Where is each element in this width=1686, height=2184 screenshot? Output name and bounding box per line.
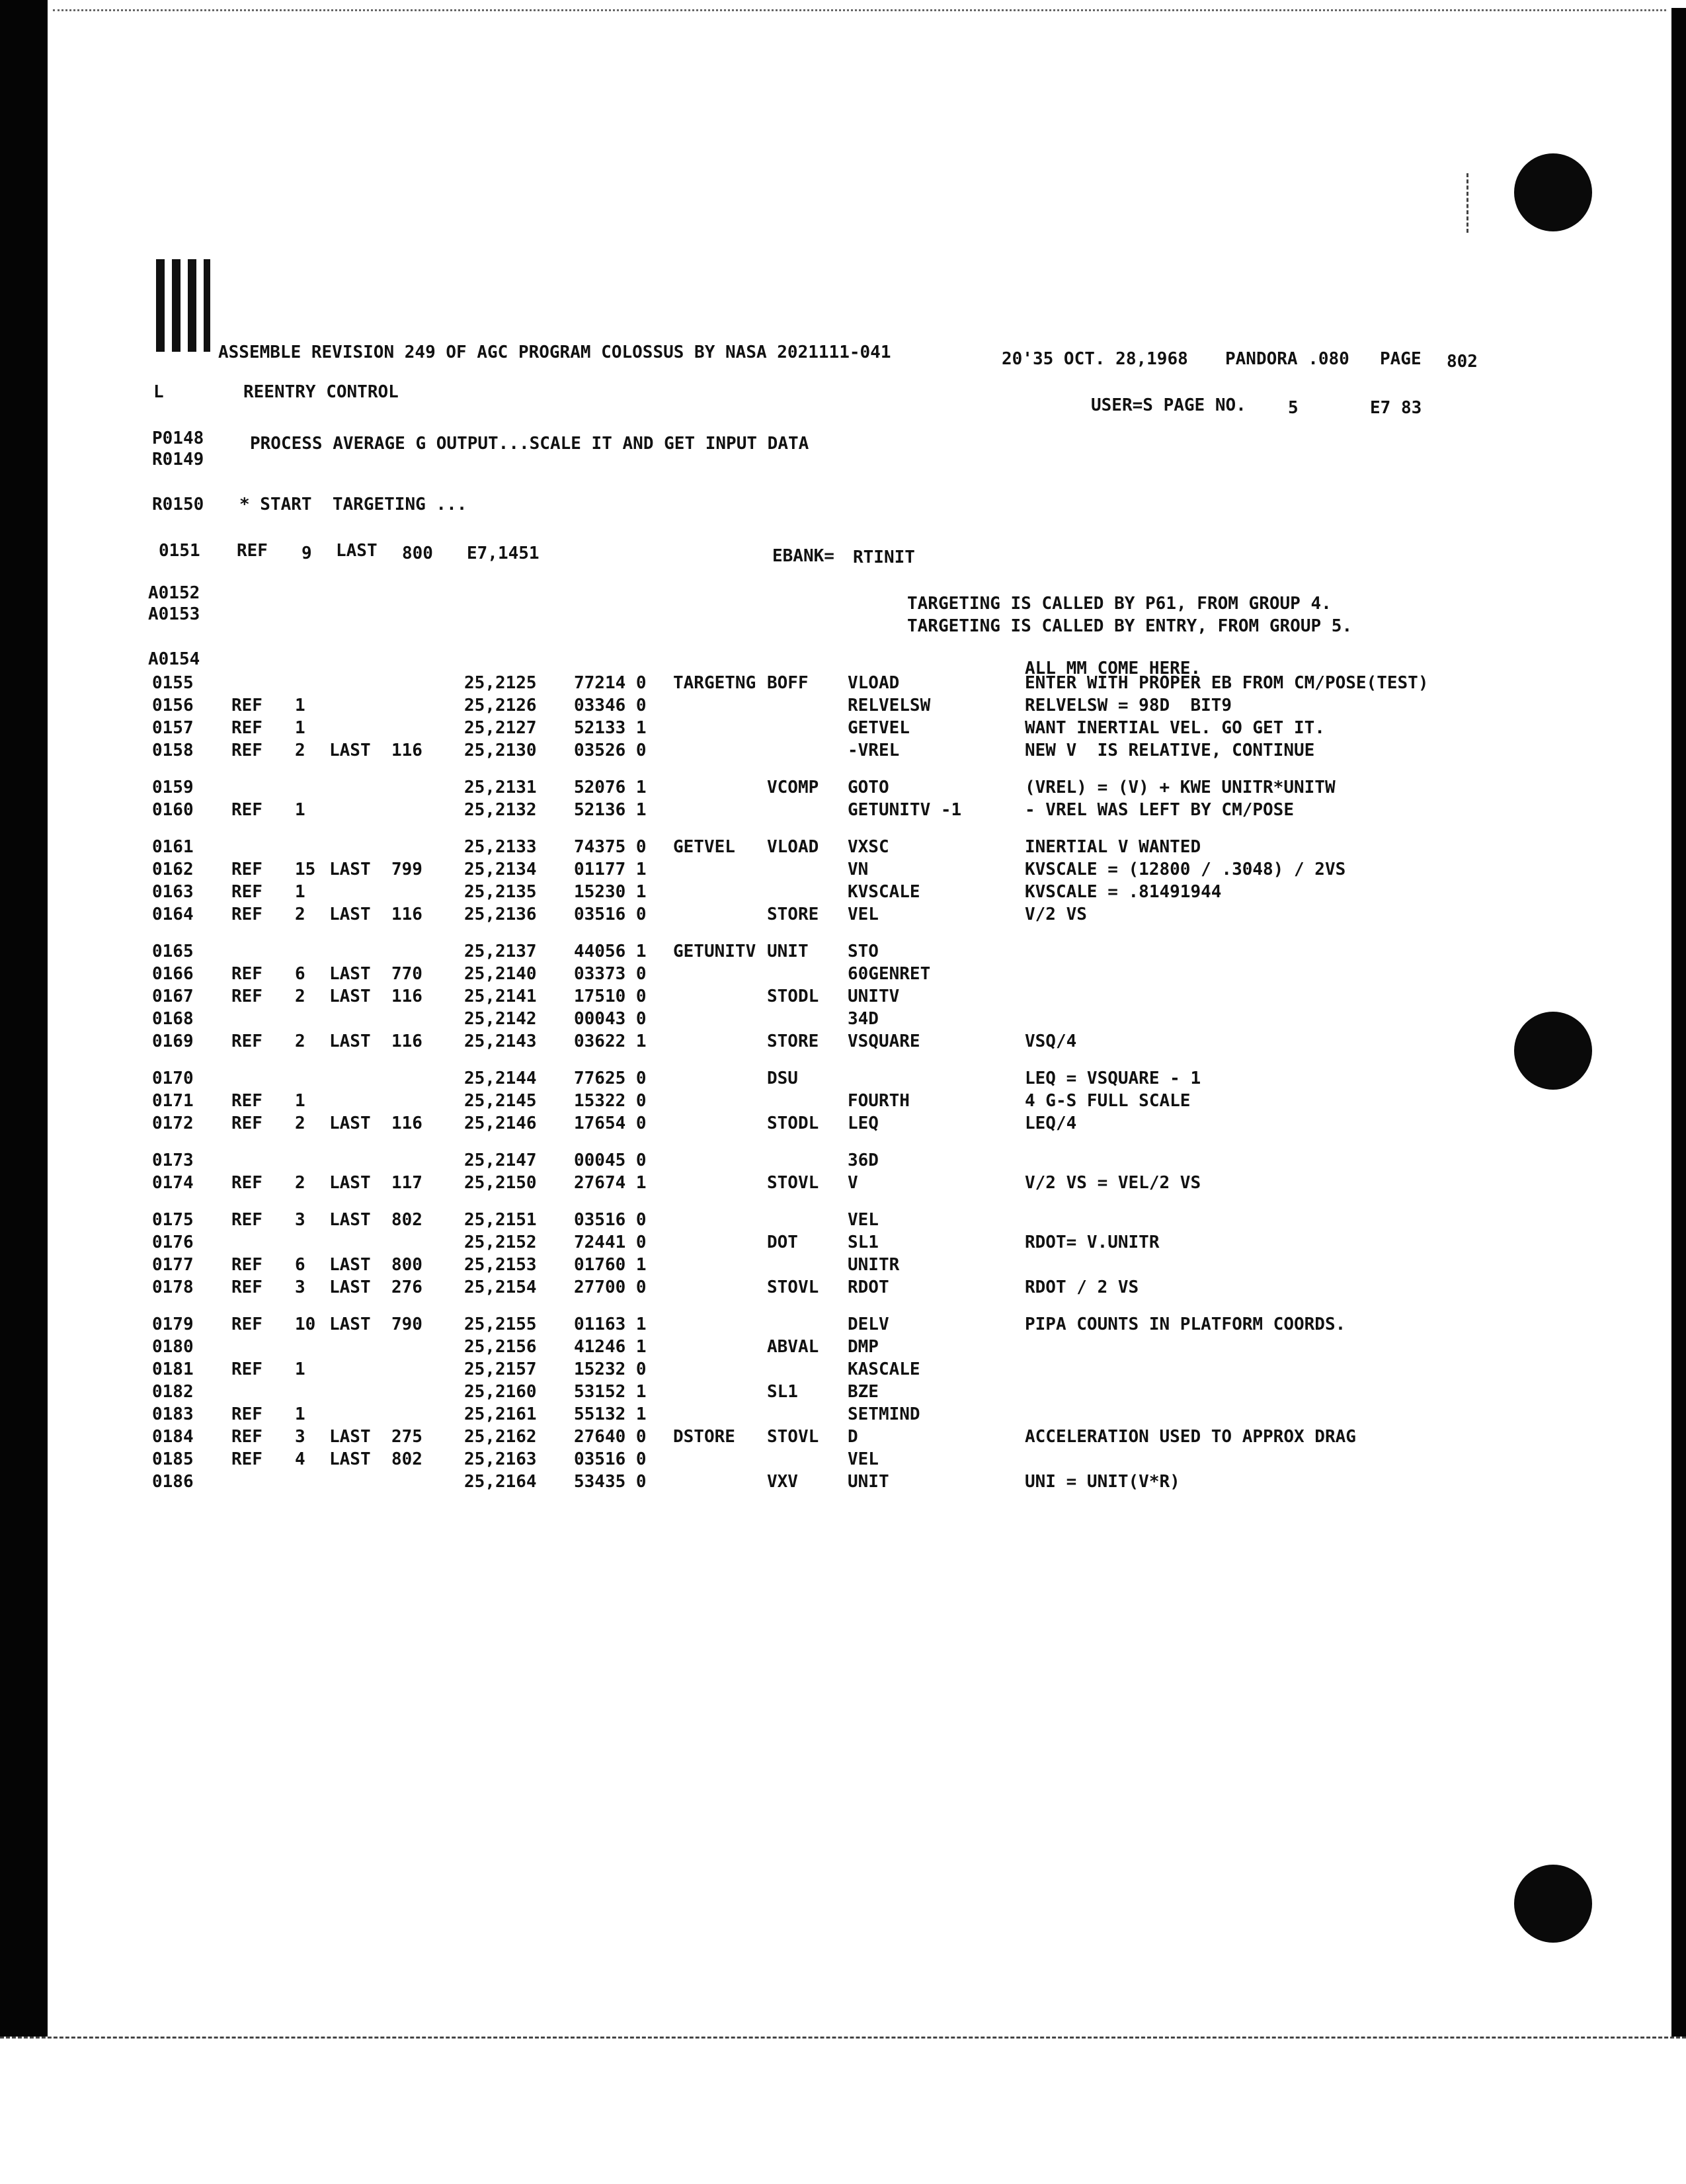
line-number: 0161 <box>152 837 194 857</box>
octal-code: 03526 0 <box>574 741 647 760</box>
last-marker: LAST <box>336 541 378 561</box>
last-marker: LAST <box>329 741 371 760</box>
line-comment: UNI = UNIT(V*R) <box>1025 1472 1180 1492</box>
line-number: 0168 <box>152 1009 194 1029</box>
octal-code: 03516 0 <box>574 1449 647 1469</box>
address: 25,2155 <box>464 1314 537 1334</box>
line-comment: RELVELSW = 98D BIT9 <box>1025 696 1232 715</box>
last-marker: LAST <box>329 905 371 924</box>
line-number: 0180 <box>152 1337 194 1357</box>
operand: LEQ <box>848 1113 879 1133</box>
line-number: 0171 <box>152 1091 194 1111</box>
last-marker: LAST <box>329 860 371 879</box>
operand: FOURTH <box>848 1091 910 1111</box>
line-number: 0163 <box>152 882 194 902</box>
opcode: STODL <box>767 1113 819 1133</box>
address: 25,2142 <box>464 1009 537 1029</box>
address: 25,2157 <box>464 1359 537 1379</box>
line-number: 0167 <box>152 987 194 1006</box>
line-number: 0170 <box>152 1069 194 1088</box>
opcode: STODL <box>767 987 819 1006</box>
ref-marker: REF <box>231 1113 262 1133</box>
address: 25,2130 <box>464 741 537 760</box>
octal-code: 27640 0 <box>574 1427 647 1447</box>
opcode: DOT <box>767 1233 798 1252</box>
ref-count: 2 <box>295 1031 305 1051</box>
address: 25,2162 <box>464 1427 537 1447</box>
last-number: 770 <box>391 964 422 984</box>
ref-count: 2 <box>295 905 305 924</box>
address: 25,2151 <box>464 1210 537 1230</box>
line-number: 0186 <box>152 1472 194 1492</box>
header-page-number: 802 <box>1447 352 1478 372</box>
last-number: 276 <box>391 1277 422 1297</box>
line-comment: RDOT= V.UNITR <box>1025 1233 1160 1252</box>
address: 25,2133 <box>464 837 537 857</box>
e-code: E7 83 <box>1370 398 1422 418</box>
octal-code: 03516 0 <box>574 1210 647 1230</box>
octal-code: 27674 1 <box>574 1173 647 1193</box>
scan-page-bottom <box>0 2037 1686 2184</box>
annotation-text: TARGETING IS CALLED BY ENTRY, FROM GROUP 5. <box>907 616 1353 636</box>
ref-count: 6 <box>295 1255 305 1275</box>
operand: 36D <box>848 1151 879 1170</box>
octal-code: 03622 1 <box>574 1031 647 1051</box>
ref-count: 1 <box>295 800 305 820</box>
octal-code: 03373 0 <box>574 964 647 984</box>
line-number: 0160 <box>152 800 194 820</box>
barcode-mark <box>156 259 216 352</box>
operand: STO <box>848 942 879 961</box>
last-marker: LAST <box>329 987 371 1006</box>
address: 25,2134 <box>464 860 537 879</box>
last-number: 802 <box>391 1210 422 1230</box>
octal-code: 03516 0 <box>574 905 647 924</box>
operand: RTINIT <box>853 547 915 567</box>
ref-count: 9 <box>301 544 312 563</box>
ref-marker: REF <box>231 905 262 924</box>
line-comment: NEW V IS RELATIVE, CONTINUE <box>1025 741 1315 760</box>
last-marker: LAST <box>329 1277 371 1297</box>
address: 25,2135 <box>464 882 537 902</box>
line-label: A0152 <box>148 583 200 603</box>
line-comment: LEQ/4 <box>1025 1113 1077 1133</box>
line-number: 0151 <box>159 541 200 561</box>
last-number: 116 <box>391 741 422 760</box>
last-number: 116 <box>391 905 422 924</box>
ref-marker: REF <box>237 541 268 561</box>
line-comment: INERTIAL V WANTED <box>1025 837 1201 857</box>
line-number: 0172 <box>152 1113 194 1133</box>
octal-code: 77214 0 <box>574 673 647 693</box>
opcode: STORE <box>767 1031 819 1051</box>
ref-marker: REF <box>231 800 262 820</box>
address: 25,2163 <box>464 1449 537 1469</box>
operand: KASCALE <box>848 1359 920 1379</box>
last-marker: LAST <box>329 1449 371 1469</box>
last-marker: LAST <box>329 1113 371 1133</box>
line-number: 0175 <box>152 1210 194 1230</box>
line-comment: RDOT / 2 VS <box>1025 1277 1139 1297</box>
annotation-text: ALL MM COME HERE. <box>1025 659 1201 678</box>
operand: RELVELSW <box>848 696 931 715</box>
ref-marker: REF <box>231 1449 262 1469</box>
octal-code: 17654 0 <box>574 1113 647 1133</box>
address: 25,2126 <box>464 696 537 715</box>
line-number: 0179 <box>152 1314 194 1334</box>
ref-count: 6 <box>295 964 305 984</box>
address: 25,2141 <box>464 987 537 1006</box>
scan-border-right <box>1671 8 1686 2044</box>
section-letter: L <box>153 382 164 402</box>
line-number: 0162 <box>152 860 194 879</box>
scan-edge-top <box>53 9 1666 11</box>
punch-hole-middle <box>1514 1012 1592 1090</box>
line-number: 0157 <box>152 718 194 738</box>
address: 25,2143 <box>464 1031 537 1051</box>
operand: GETVEL <box>848 718 910 738</box>
ref-count: 15 <box>295 860 316 879</box>
opcode: EBANK= <box>772 546 834 566</box>
address: 25,2136 <box>464 905 537 924</box>
opcode: SL1 <box>767 1382 798 1402</box>
ref-count: 3 <box>295 1427 305 1447</box>
line-label: A0153 <box>148 604 200 624</box>
address: 25,2147 <box>464 1151 537 1170</box>
line-comment: ENTER WITH PROPER EB FROM CM/POSE(TEST) <box>1025 673 1429 693</box>
operand: VXSC <box>848 837 889 857</box>
operand: VLOAD <box>848 673 900 693</box>
octal-code: 01177 1 <box>574 860 647 879</box>
operand: UNITV <box>848 987 900 1006</box>
address: 25,2146 <box>464 1113 537 1133</box>
opcode: VLOAD <box>767 837 819 857</box>
octal-code: 01163 1 <box>574 1314 647 1334</box>
ref-marker: REF <box>231 696 262 715</box>
octal-code: 77625 0 <box>574 1069 647 1088</box>
line-number: 0159 <box>152 778 194 797</box>
last-number: 117 <box>391 1173 422 1193</box>
octal-code: 53152 1 <box>574 1382 647 1402</box>
punch-hole-top <box>1514 153 1592 231</box>
operand: V <box>848 1173 858 1193</box>
octal-code: 15230 1 <box>574 882 647 902</box>
line-comment: PIPA COUNTS IN PLATFORM COORDS. <box>1025 1314 1346 1334</box>
last-number: 116 <box>391 1031 422 1051</box>
users-page-number: 5 <box>1288 398 1299 418</box>
line-comment: V/2 VS = VEL/2 VS <box>1025 1173 1201 1193</box>
ref-count: 3 <box>295 1277 305 1297</box>
operand: VSQUARE <box>848 1031 920 1051</box>
line-number: 0178 <box>152 1277 194 1297</box>
line-number: 0158 <box>152 741 194 760</box>
address: 25,2144 <box>464 1069 537 1088</box>
octal-code: 27700 0 <box>574 1277 647 1297</box>
ref-count: 2 <box>295 987 305 1006</box>
operand: BZE <box>848 1382 879 1402</box>
octal-code: 00045 0 <box>574 1151 647 1170</box>
line-number: 0169 <box>152 1031 194 1051</box>
punch-hole-bottom <box>1514 1865 1592 1943</box>
header-datetime: 20'35 OCT. 28,1968 <box>1002 349 1188 369</box>
line-label: P0148 <box>152 428 204 448</box>
last-marker: LAST <box>329 1173 371 1193</box>
operand: 60GENRET <box>848 964 931 984</box>
header-title: ASSEMBLE REVISION 249 OF AGC PROGRAM COLOSSUS BY NASA 2021111-041 <box>218 343 891 362</box>
line-comment: ACCELERATION USED TO APPROX DRAG <box>1025 1427 1356 1447</box>
address: 25,2140 <box>464 964 537 984</box>
address: 25,2127 <box>464 718 537 738</box>
line-number: 0184 <box>152 1427 194 1447</box>
operand: DMP <box>848 1337 879 1357</box>
line-text: * START TARGETING ... <box>239 495 467 514</box>
symbol-label: TARGETNG <box>673 673 756 693</box>
octal-code: 72441 0 <box>574 1233 647 1252</box>
operand: VEL <box>848 1210 879 1230</box>
ref-marker: REF <box>231 964 262 984</box>
ref-count: 1 <box>295 1404 305 1424</box>
opcode: UNIT <box>767 942 809 961</box>
line-comment: - VREL WAS LEFT BY CM/POSE <box>1025 800 1294 820</box>
symbol-label: GETUNITV <box>673 942 756 961</box>
ref-marker: REF <box>231 1091 262 1111</box>
line-number: 0173 <box>152 1151 194 1170</box>
line-comment: (VREL) = (V) + KWE UNITR*UNITW <box>1025 778 1336 797</box>
opcode: DSU <box>767 1069 798 1088</box>
line-label: R0150 <box>152 495 204 514</box>
annotation-text: TARGETING IS CALLED BY P61, FROM GROUP 4. <box>907 594 1332 614</box>
operand: VEL <box>848 905 879 924</box>
operand: RDOT <box>848 1277 889 1297</box>
line-comment: KVSCALE = .81491944 <box>1025 882 1222 902</box>
last-number: 802 <box>391 1449 422 1469</box>
octal-code: 03346 0 <box>574 696 647 715</box>
symbol-label: DSTORE <box>673 1427 735 1447</box>
ref-count: 2 <box>295 741 305 760</box>
opcode: BOFF <box>767 673 809 693</box>
location: E7,1451 <box>467 544 540 563</box>
margin-mark <box>1466 173 1470 233</box>
operand: KVSCALE <box>848 882 920 902</box>
line-number: 0166 <box>152 964 194 984</box>
ref-count: 4 <box>295 1449 305 1469</box>
operand: VN <box>848 860 869 879</box>
line-number: 0156 <box>152 696 194 715</box>
ref-count: 3 <box>295 1210 305 1230</box>
octal-code: 41246 1 <box>574 1337 647 1357</box>
ref-marker: REF <box>231 1314 262 1334</box>
last-number: 799 <box>391 860 422 879</box>
ref-marker: REF <box>231 1173 262 1193</box>
last-marker: LAST <box>329 964 371 984</box>
address: 25,2153 <box>464 1255 537 1275</box>
octal-code: 52076 1 <box>574 778 647 797</box>
octal-code: 52136 1 <box>574 800 647 820</box>
line-comment: WANT INERTIAL VEL. GO GET IT. <box>1025 718 1325 738</box>
line-number: 0174 <box>152 1173 194 1193</box>
ref-count: 10 <box>295 1314 316 1334</box>
line-comment: 4 G-S FULL SCALE <box>1025 1091 1191 1111</box>
last-number: 790 <box>391 1314 422 1334</box>
octal-code: 15322 0 <box>574 1091 647 1111</box>
octal-code: 44056 1 <box>574 942 647 961</box>
address: 25,2125 <box>464 673 537 693</box>
line-number: 0177 <box>152 1255 194 1275</box>
octal-code: 55132 1 <box>574 1404 647 1424</box>
ref-count: 2 <box>295 1113 305 1133</box>
address: 25,2160 <box>464 1382 537 1402</box>
address: 25,2154 <box>464 1277 537 1297</box>
ref-marker: REF <box>231 1210 262 1230</box>
address: 25,2137 <box>464 942 537 961</box>
operand: -VREL <box>848 741 900 760</box>
line-number: 0181 <box>152 1359 194 1379</box>
last-marker: LAST <box>329 1210 371 1230</box>
last-marker: LAST <box>329 1314 371 1334</box>
last-number: 116 <box>391 987 422 1006</box>
line-number: 0155 <box>152 673 194 693</box>
operand: D <box>848 1427 858 1447</box>
section-title: REENTRY CONTROL <box>243 382 399 402</box>
ref-marker: REF <box>231 1277 262 1297</box>
line-comment: KVSCALE = (12800 / .3048) / 2VS <box>1025 860 1346 879</box>
address: 25,2161 <box>464 1404 537 1424</box>
ref-count: 1 <box>295 1091 305 1111</box>
scan-border-left <box>0 0 48 2037</box>
last-marker: LAST <box>329 1427 371 1447</box>
last-number: 800 <box>391 1255 422 1275</box>
octal-code: 01760 1 <box>574 1255 647 1275</box>
line-number: 0165 <box>152 942 194 961</box>
line-label: R0149 <box>152 450 204 469</box>
ref-marker: REF <box>231 718 262 738</box>
opcode: ABVAL <box>767 1337 819 1357</box>
address: 25,2152 <box>464 1233 537 1252</box>
last-marker: LAST <box>329 1255 371 1275</box>
header-page-label: PAGE <box>1380 349 1422 369</box>
ref-count: 1 <box>295 718 305 738</box>
octal-code: 00043 0 <box>574 1009 647 1029</box>
octal-code: 74375 0 <box>574 837 647 857</box>
octal-code: 17510 0 <box>574 987 647 1006</box>
operand: UNITR <box>848 1255 900 1275</box>
header-pandora: PANDORA .080 <box>1225 349 1349 369</box>
line-number: 0182 <box>152 1382 194 1402</box>
line-number: 0176 <box>152 1233 194 1252</box>
octal-code: 52133 1 <box>574 718 647 738</box>
opcode: STOVL <box>767 1173 819 1193</box>
last-marker: LAST <box>329 1031 371 1051</box>
ref-marker: REF <box>231 741 262 760</box>
line-comment: V/2 VS <box>1025 905 1087 924</box>
line-label: A0154 <box>148 649 200 669</box>
octal-code: 15232 0 <box>574 1359 647 1379</box>
address: 25,2150 <box>464 1173 537 1193</box>
ref-count: 1 <box>295 696 305 715</box>
ref-marker: REF <box>231 860 262 879</box>
operand: GOTO <box>848 778 889 797</box>
line-number: 0185 <box>152 1449 194 1469</box>
address: 25,2156 <box>464 1337 537 1357</box>
ref-marker: REF <box>231 1031 262 1051</box>
operand: 34D <box>848 1009 879 1029</box>
line-comment: VSQ/4 <box>1025 1031 1077 1051</box>
ref-count: 1 <box>295 1359 305 1379</box>
ref-marker: REF <box>231 1427 262 1447</box>
symbol-label: GETVEL <box>673 837 735 857</box>
ref-marker: REF <box>231 1255 262 1275</box>
line-comment: LEQ = VSQUARE - 1 <box>1025 1069 1201 1088</box>
address: 25,2164 <box>464 1472 537 1492</box>
address: 25,2145 <box>464 1091 537 1111</box>
line-number: 0164 <box>152 905 194 924</box>
operand: SETMIND <box>848 1404 920 1424</box>
ref-count: 1 <box>295 882 305 902</box>
ref-marker: REF <box>231 1359 262 1379</box>
opcode: STOVL <box>767 1427 819 1447</box>
last-number: 116 <box>391 1113 422 1133</box>
operand: UNIT <box>848 1472 889 1492</box>
octal-code: 53435 0 <box>574 1472 647 1492</box>
ref-marker: REF <box>231 1404 262 1424</box>
line-number: 0183 <box>152 1404 194 1424</box>
opcode: STORE <box>767 905 819 924</box>
opcode: VXV <box>767 1472 798 1492</box>
address: 25,2131 <box>464 778 537 797</box>
operand: SL1 <box>848 1233 879 1252</box>
operand: VEL <box>848 1449 879 1469</box>
last-number: 800 <box>402 544 433 563</box>
ref-marker: REF <box>231 882 262 902</box>
last-number: 275 <box>391 1427 422 1447</box>
users-page-label: USER=S PAGE NO. <box>1091 395 1246 415</box>
opcode: STOVL <box>767 1277 819 1297</box>
address: 25,2132 <box>464 800 537 820</box>
operand: GETUNITV -1 <box>848 800 962 820</box>
ref-marker: REF <box>231 987 262 1006</box>
opcode: VCOMP <box>767 778 819 797</box>
operand: DELV <box>848 1314 889 1334</box>
ref-count: 2 <box>295 1173 305 1193</box>
line-text: PROCESS AVERAGE G OUTPUT...SCALE IT AND GET INPUT DATA <box>250 434 809 454</box>
